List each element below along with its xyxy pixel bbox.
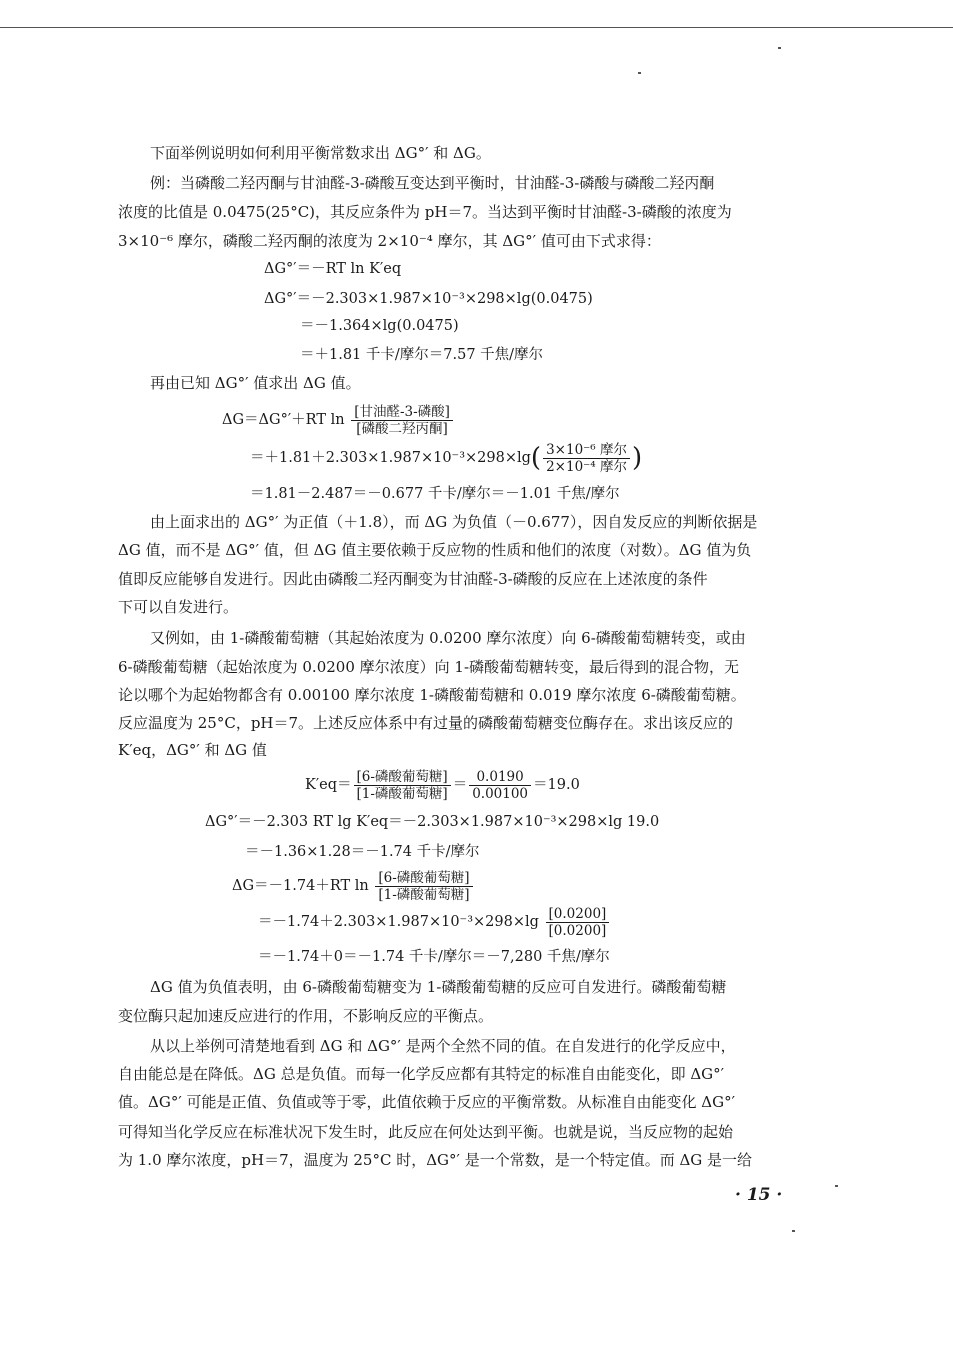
text-line: 可得知当化学反应在标准状况下发生时，此反应在何处达到平衡。也就是说，当反应物的起始 bbox=[118, 1123, 734, 1141]
text-line: 值即反应能够自发进行。因此由磷酸二羟丙酮变为甘油醛-3-磷酸的反应在上述浓度的条件 bbox=[118, 570, 708, 588]
equation-lhs: ＝－1.74＋2.303×1.987×10⁻³×298×lg bbox=[258, 914, 539, 930]
text-line: 从以上举例可清楚地看到 ΔG 和 ΔG°′ 是两个全然不同的值。在自发进行的化学反应中， bbox=[150, 1037, 736, 1055]
equation: ＝－1.36×1.28＝－1.74 千卡/摩尔 bbox=[245, 844, 480, 860]
text-line: 例：当磷酸二羟丙酮与甘油醛-3-磷酸互变达到平衡时，甘油醛-3-磷酸与磷酸二羟丙酮 bbox=[150, 174, 715, 192]
paren-close: ) bbox=[632, 443, 643, 473]
equation-rhs: ＝19.0 bbox=[533, 777, 580, 793]
equation bbox=[258, 902, 611, 942]
text-line: 6-磷酸葡萄糖（起始浓度为 0.0200 摩尔浓度）向 1-磷酸葡萄糖转变，最后得到的混合物，无 bbox=[118, 658, 740, 676]
fraction-denominator: 0.00100 bbox=[472, 785, 529, 802]
text-line: 为 1.0 摩尔浓度，pH＝7，温度为 25°C 时，ΔG°′ 是一个常数，是一个特定值。而 ΔG 是一给 bbox=[118, 1151, 753, 1169]
text-line: 3×10⁻⁶ 摩尔，磷酸二羟丙酮的浓度为 2×10⁻⁴ 摩尔，其 ΔG°′ 值可由下式求得： bbox=[118, 232, 661, 250]
fraction-numerator: [甘油醛-3-磷酸] bbox=[351, 404, 453, 421]
text-line: 浓度的比值是 0.0475(25°C)，其反应条件为 pH＝7。当达到平衡时甘油醛-3-磷酸的浓度为 bbox=[118, 203, 732, 221]
top-rule bbox=[0, 27, 953, 28]
scan-speck bbox=[638, 72, 641, 74]
text-line: 反应温度为 25°C，pH＝7。上述反应体系中有过量的磷酸葡萄糖变位酶存在。求出该反应的 bbox=[118, 714, 734, 732]
text-line: 论以哪个为起始物都含有 0.00100 摩尔浓度 1-磷酸葡萄糖和 0.019 摩尔浓度 6-磷酸葡萄糖。 bbox=[118, 686, 746, 704]
text-line: 下可以自发进行。 bbox=[118, 598, 239, 616]
scan-speck bbox=[792, 1230, 795, 1232]
equation bbox=[222, 400, 455, 440]
paren-open: ( bbox=[530, 443, 542, 473]
equation: ΔG°′＝－2.303×1.987×10⁻³×298×lg(0.0475) bbox=[264, 291, 593, 307]
equation-lhs: ΔG＝ΔG°′＋RT ln bbox=[222, 412, 345, 428]
fraction-denominator: 2×10⁻⁴ 摩尔 bbox=[546, 458, 627, 475]
text-line: 变位酶只起加速反应进行的作用，不影响反应的平衡点。 bbox=[118, 1007, 494, 1025]
fraction-denominator: [磷酸二羟丙酮] bbox=[356, 420, 448, 437]
text-line: 又例如，由 1-磷酸葡萄糖（其起始浓度为 0.0200 摩尔浓度）向 6-磷酸葡萄糖转变，或由 bbox=[150, 629, 746, 647]
text-line: 自由能总是在降低。ΔG 总是负值。而每一化学反应都有其特定的标准自由能变化，即 ΔG°′ bbox=[118, 1065, 725, 1083]
fraction-numerator: [6-磷酸葡萄糖] bbox=[354, 769, 451, 786]
text-line: 值。ΔG°′ 可能是正值、负值或等于零，此值依赖于反应的平衡常数。从标准自由能变化 ΔG°′ bbox=[118, 1093, 735, 1111]
fraction-numerator: 3×10⁻⁶ 摩尔 bbox=[543, 442, 630, 459]
fraction-numerator: 0.0190 bbox=[469, 769, 531, 786]
scan-speck bbox=[835, 1185, 838, 1187]
text-line: 再由已知 ΔG°′ 值求出 ΔG 值。 bbox=[150, 374, 361, 392]
fraction bbox=[546, 906, 610, 939]
fraction-denominator: [1-磷酸葡萄糖] bbox=[378, 886, 470, 903]
equation-lhs: ΔG＝－1.74＋RT ln bbox=[232, 878, 369, 894]
text-line: ΔG 值，而不是 ΔG°′ 值，但 ΔG 值主要依赖于反应物的性质和他们的浓度（对数）。ΔG 值为负 bbox=[118, 541, 752, 559]
page-number: · 15 · bbox=[735, 1185, 783, 1205]
equation bbox=[250, 438, 642, 478]
text-line: ΔG 值为负值表明，由 6-磷酸葡萄糖变为 1-磷酸葡萄糖的反应可自发进行。磷酸葡萄糖 bbox=[150, 978, 727, 996]
text-line: K′eq，ΔG°′ 和 ΔG 值 bbox=[118, 741, 267, 759]
fraction-numerator: [6-磷酸葡萄糖] bbox=[375, 870, 472, 887]
equals-sign: ＝ bbox=[452, 777, 468, 793]
text-line: 由上面求出的 ΔG°′ 为正值（＋1.8），而 ΔG 为负值（－0.677），因自发反应的判断依据是 bbox=[150, 513, 758, 531]
text-line: 下面举例说明如何利用平衡常数求出 ΔG°′ 和 ΔG。 bbox=[150, 144, 491, 162]
equation: ＝＋1.81 千卡/摩尔＝7.57 千焦/摩尔 bbox=[300, 347, 544, 363]
fraction bbox=[375, 870, 472, 903]
fraction bbox=[351, 404, 453, 437]
fraction-denominator: [1-磷酸葡萄糖] bbox=[356, 785, 448, 802]
equation bbox=[232, 866, 475, 906]
fraction-denominator: [0.0200] bbox=[548, 922, 607, 939]
fraction bbox=[354, 769, 451, 802]
equation-lhs: K′eq＝ bbox=[305, 777, 352, 793]
equation: ΔG°′＝－RT ln K′eq bbox=[264, 261, 402, 277]
scan-speck bbox=[778, 47, 781, 49]
equation-lhs: ＝＋1.81＋2.303×1.987×10⁻³×298×lg bbox=[250, 450, 531, 466]
fraction bbox=[469, 769, 531, 802]
equation: ＝－1.364×lg(0.0475) bbox=[300, 318, 459, 334]
fraction bbox=[543, 442, 630, 475]
equation: ＝1.81－2.487＝－0.677 千卡/摩尔＝－1.01 千焦/摩尔 bbox=[250, 486, 620, 502]
fraction-numerator: [0.0200] bbox=[546, 906, 610, 923]
equation: ＝－1.74＋0＝－1.74 千卡/摩尔＝－7,280 千焦/摩尔 bbox=[258, 949, 610, 965]
equation bbox=[305, 765, 580, 805]
equation: ΔG°′＝－2.303 RT lg K′eq＝－2.303×1.987×10⁻³×298×lg 19.0 bbox=[205, 814, 660, 830]
